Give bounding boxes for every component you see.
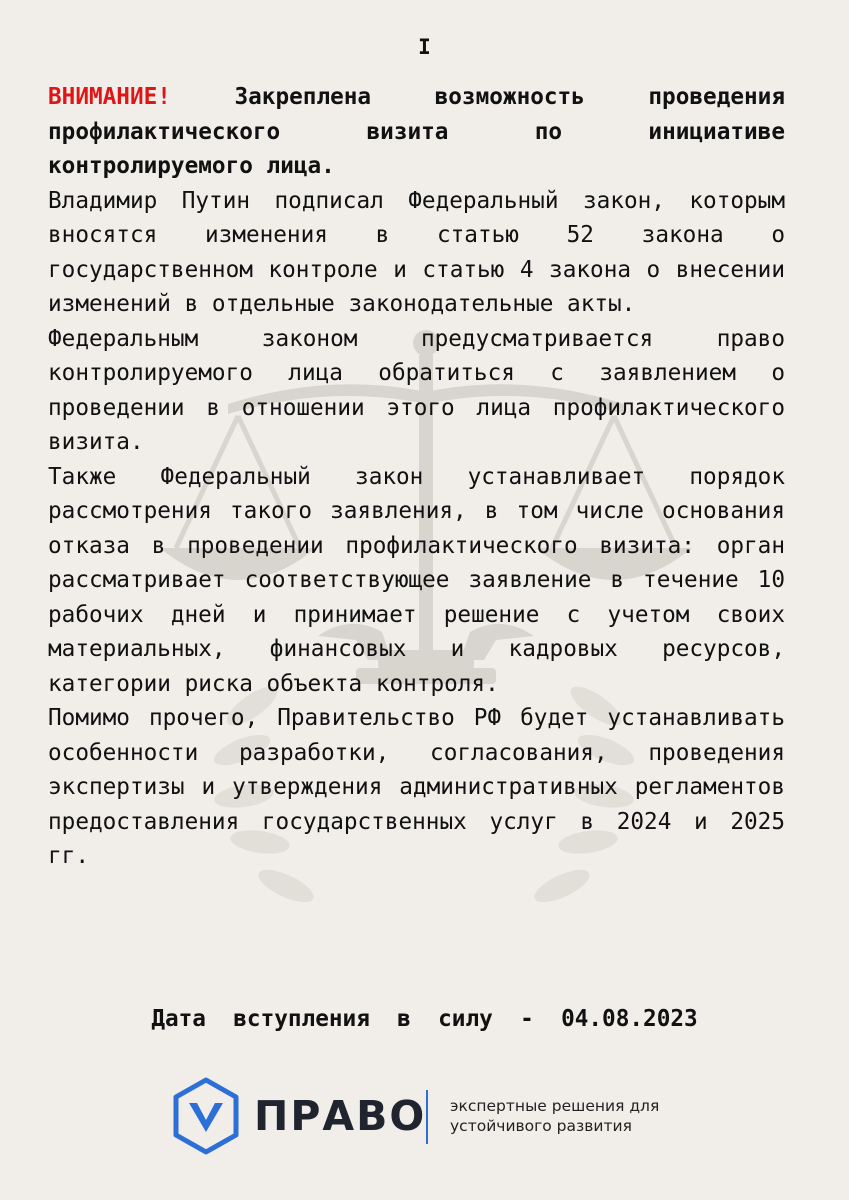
- headline: Закреплена возможность проведения профилактического визита по инициативе контролируемого лица.: [48, 84, 785, 179]
- page-number: I: [418, 35, 431, 59]
- paragraph-procedure: Также Федеральный закон устанавливает порядок рассмотрения такого заявления, в том числе основания отказа в проведении профилактического визита: орган рассматривает соответствующее заявление в течение 10 рабочих дней и принимает решение с учетом своих материальных, финансовых и кадровых ресурсов, категории риска объекта контроля.: [48, 463, 785, 697]
- hexagon-v-logo-icon: [170, 1076, 242, 1156]
- headline-paragraph: [48, 80, 785, 184]
- paragraph-signing: Владимир Путин подписал Федеральный закон, которым вносятся изменения в статью 52 закона о государственном контроле и статью 4 закона о внесении изменений в отдельные законодательные акты.: [48, 187, 785, 317]
- footer-divider: [426, 1090, 428, 1144]
- effective-date: Дата вступления в силу - 04.08.2023: [151, 1006, 698, 1032]
- attention-label: ВНИМАНИЕ!: [48, 84, 171, 110]
- body-text: [48, 80, 785, 874]
- brand-name: ПРАВО: [254, 1092, 427, 1140]
- paragraph-government: Помимо прочего, Правительство РФ будет устанавливать особенности разработки, согласования, проведения экспертизы и утверждения административных регламентов предоставления государственных услуг в 2024 и 2025 гг.: [48, 705, 785, 869]
- paragraph-right: Федеральным законом предусматривается право контролируемого лица обратиться с заявлением о проведении в отношении этого лица профилактического визита.: [48, 325, 785, 455]
- brand-tagline: экспертные решения для устойчивого развития: [450, 1097, 660, 1135]
- footer-logo: [170, 1076, 690, 1156]
